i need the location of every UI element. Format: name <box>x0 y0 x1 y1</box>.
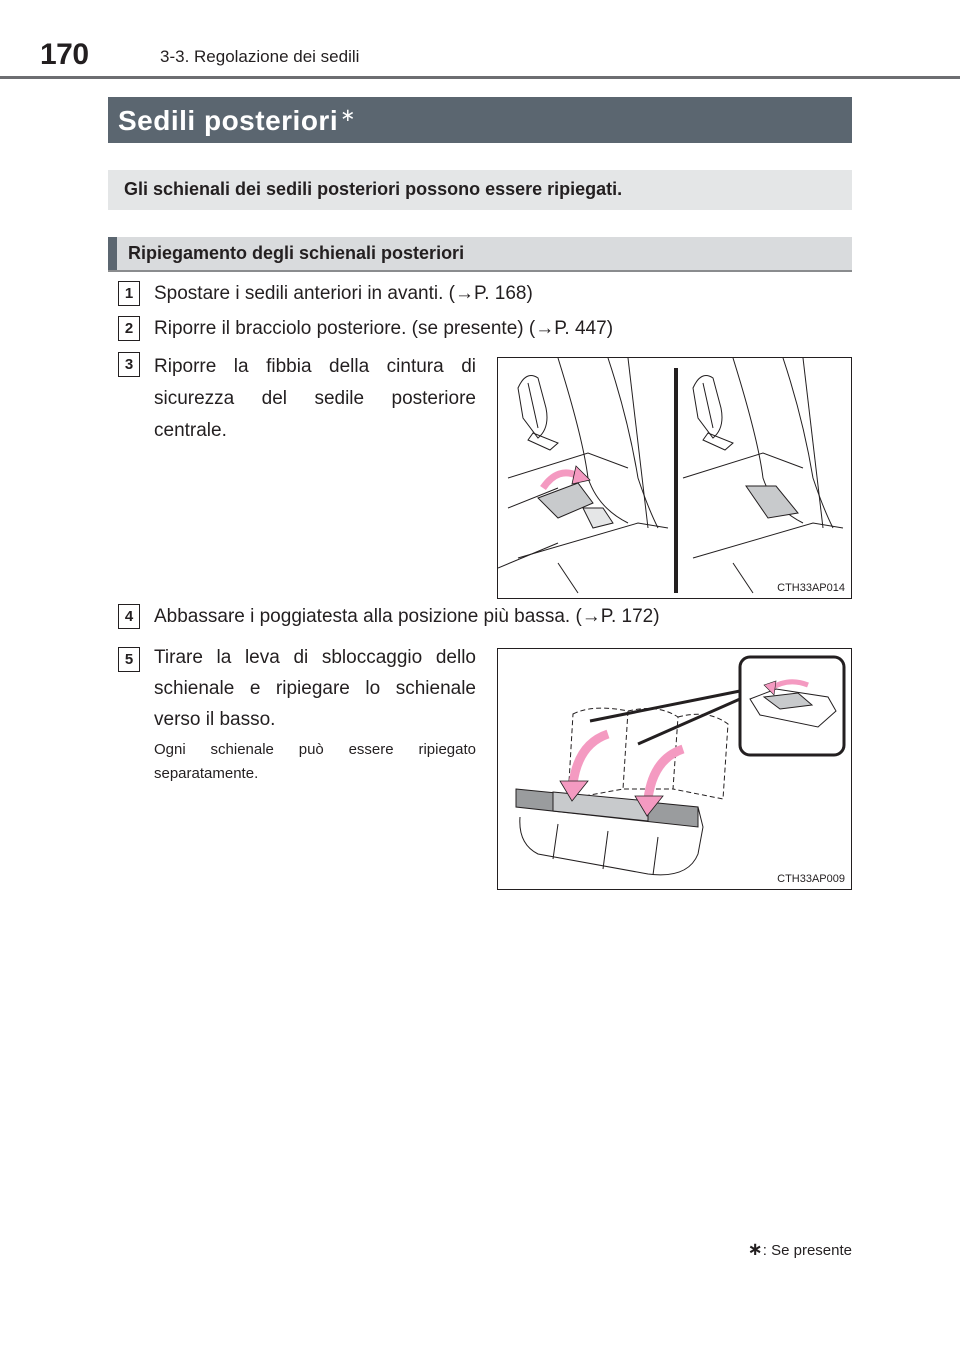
step-text-2: Riporre il bracciolo posteriore. (se presente) (→P. 447) <box>154 318 614 339</box>
intro-text: Gli schienali dei sedili posteriori possono essere ripiegati. <box>124 179 623 199</box>
step-note-5: Ogni schienale può essere ripiegato separatamente. <box>154 741 476 782</box>
section-header: 3-3. Regolazione dei sedili <box>160 47 360 66</box>
buckle-drawing <box>498 358 851 598</box>
seatback-drawing <box>498 649 851 889</box>
footnote-marker: ∗ <box>747 1239 763 1259</box>
figure-code: CTH33AP009 <box>777 873 845 885</box>
section-title <box>118 105 356 137</box>
step-number-2: 2 <box>118 316 140 341</box>
section-title-bar <box>108 97 852 143</box>
section-title-text: Sedili posteriori <box>118 105 339 136</box>
footnote-text: : Se presente <box>762 1242 852 1259</box>
step-number-3: 3 <box>118 352 140 377</box>
step-text-5: Tirare la leva di sbloccaggio dello schienale e ripiegare lo schienale verso il basso. <box>154 647 476 730</box>
subsection-accent <box>108 237 117 270</box>
step-text-1: Spostare i sedili anteriori in avanti. (→P. 168) <box>154 283 533 304</box>
subsection-title: Ripiegamento degli schienali posteriori <box>128 243 465 263</box>
header-rule <box>0 76 960 79</box>
step-text-4: Abbassare i poggiatesta alla posizione più bassa. (→P. 172) <box>154 606 660 627</box>
fold-arrow-left-icon <box>573 734 608 784</box>
step-number-4: 4 <box>118 604 140 629</box>
page-number: 170 <box>40 38 89 71</box>
buckle-illustration <box>497 357 852 599</box>
step-number-5: 5 <box>118 647 140 672</box>
intro-box <box>108 170 852 210</box>
subsection-bar <box>108 237 852 272</box>
optional-marker: ∗ <box>340 105 356 125</box>
fold-arrow-right-icon <box>648 749 683 799</box>
figure-code: CTH33AP014 <box>777 582 845 594</box>
seatback-fold-illustration <box>497 648 852 890</box>
footnote <box>748 1239 852 1260</box>
step-text-3: Riporre la fibbia della cintura di sicurezza del sedile posteriore centrale. <box>154 356 476 441</box>
step-number-1: 1 <box>118 281 140 306</box>
